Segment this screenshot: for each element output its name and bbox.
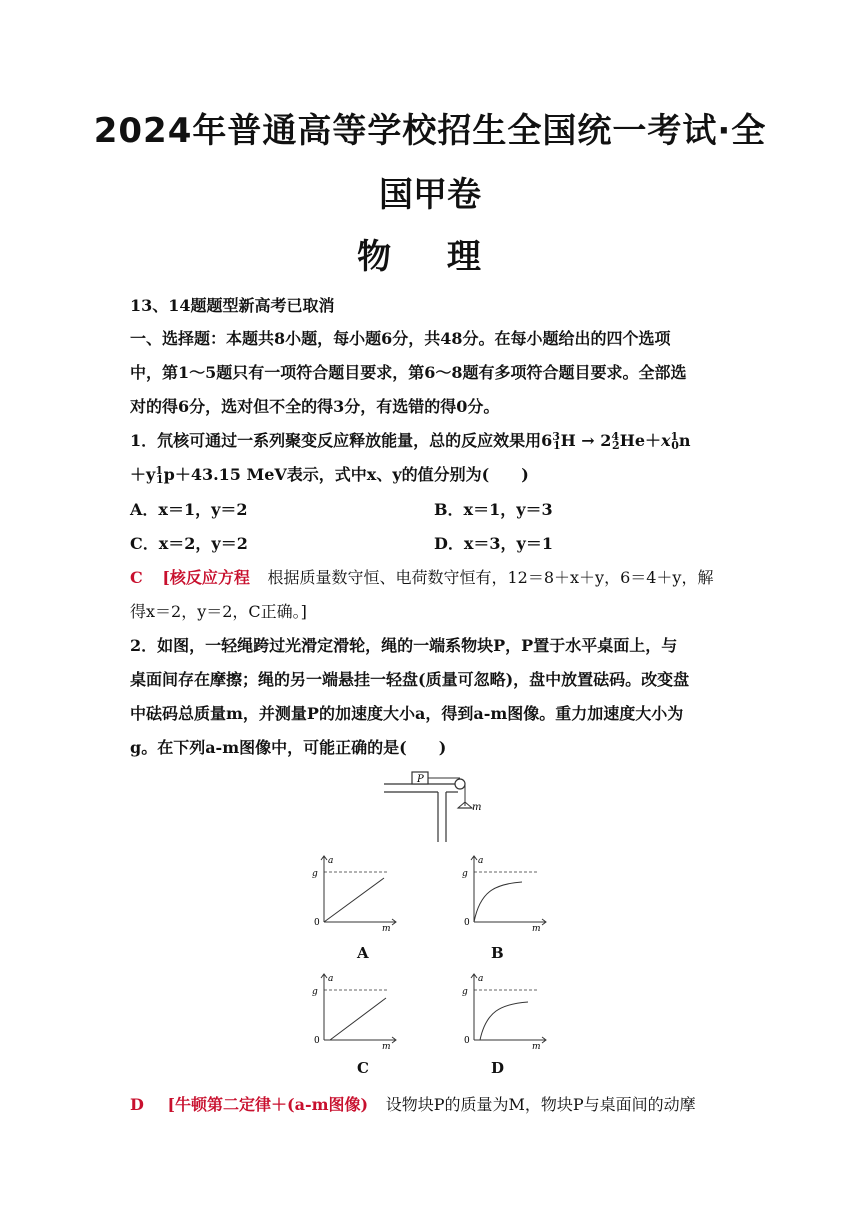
page-title-line1: 2024年普通高等学校招生全国统一考试·全 — [93, 111, 767, 151]
graph-d — [458, 970, 548, 1050]
graph-d-g-label: g — [462, 987, 468, 997]
q1-option-d: D．x＝3，y＝1 — [434, 534, 553, 553]
graph-c-origin: 0 — [314, 1036, 320, 1046]
q1-analysis-line1 — [130, 565, 713, 588]
graph-a-label: A — [357, 944, 369, 962]
graph-d-y-label: a — [478, 974, 484, 984]
graph-d-origin: 0 — [464, 1036, 470, 1046]
pulley-apparatus-figure — [380, 764, 490, 844]
q1-stem-line1 — [130, 428, 691, 452]
graph-a — [308, 852, 398, 932]
section-line-1: 一、选择题：本题共8小题，每小题6分，共48分。在每小题给出的四个选项 — [130, 329, 671, 348]
graph-a-x-label: m — [382, 924, 391, 932]
q1-analysis-tag: [核反应方程 — [162, 568, 250, 587]
graph-b-y-label: a — [478, 856, 484, 866]
q2-stem-line1: 2．如图，一轻绳跨过光滑定滑轮，绳的一端系物块P，P置于水平桌面上，与 — [130, 636, 678, 655]
graph-c — [308, 970, 398, 1050]
q2-stem-line2: 桌面间存在摩擦；绳的另一端悬挂一轻盘(质量可忽略)，盘中放置砝码。改变盘 — [130, 670, 690, 689]
notice-text: 13、14题题型新高考已取消 — [130, 296, 335, 315]
graph-d-x-label: m — [532, 1042, 541, 1050]
section-line-2: 中，第1～5题只有一项符合题目要求，第6～8题有多项符合题目要求。全部选 — [130, 363, 687, 382]
subject-title: 物 理 — [357, 237, 503, 277]
graph-c-y-label: a — [328, 974, 334, 984]
q1-stem-suffix: ＋43.15 MeV表示，式中x、y的值分别为( ) — [174, 465, 529, 484]
graph-b-g-label: g — [462, 869, 468, 879]
q2-stem-line4: g。在下列a-m图像中，可能正确的是( ) — [130, 738, 447, 757]
page-title-line2: 国甲卷 — [379, 175, 481, 215]
graph-a-origin: 0 — [314, 918, 320, 928]
graph-b-x-label: m — [532, 924, 541, 932]
graph-d-label: D — [491, 1059, 505, 1077]
pulley-icon — [455, 779, 465, 789]
graph-c-label: C — [357, 1059, 369, 1077]
q1-option-b: B．x＝1，y＝3 — [434, 500, 553, 519]
q1-answer-letter: C — [130, 568, 143, 587]
q2-stem-line3: 中砝码总质量m，并测量P的加速度大小a，得到a-m图像。重力加速度大小为 — [130, 704, 684, 723]
graph-c-g-label: g — [312, 987, 318, 997]
graph-b — [458, 852, 548, 932]
q2-answer-letter: D — [130, 1095, 144, 1114]
q2-analysis-text1: 设物块P的质量为M，物块P与桌面间的动摩 — [385, 1095, 696, 1114]
q1-analysis-text1: 根据质量数守恒、电荷数守恒有，12＝8＋x＋y，6＝4＋y，解 — [267, 568, 714, 587]
graph-a-g-label: g — [312, 869, 318, 879]
graph-a-y-label: a — [328, 856, 334, 866]
q1-option-a: A．x＝1，y＝2 — [130, 500, 248, 519]
q2-analysis-line1 — [130, 1092, 696, 1115]
q1-analysis-line2: 得x＝2，y＝2，C正确。] — [130, 602, 307, 621]
q1-stem-prefix: 1．氘核可通过一系列聚变反应释放能量，总的反应效果用 — [130, 431, 542, 450]
q2-analysis-tag: [牛顿第二定律＋(a-m图像) — [167, 1095, 369, 1114]
graph-c-x-label: m — [382, 1042, 391, 1050]
section-line-3: 对的得6分，选对但不全的得3分，有选错的得0分。 — [130, 397, 500, 416]
mass-label: m — [472, 802, 482, 813]
q1-equation: $6^3_1H \to 2^4_2He+x^1_0n$ — [541, 430, 691, 452]
q1-stem-line2 — [130, 462, 529, 486]
q1-equation-cont: $+y^1_1p$ — [130, 464, 175, 486]
graph-b-origin: 0 — [464, 918, 470, 928]
q1-option-c: C．x＝2，y＝2 — [130, 534, 248, 553]
graph-b-label: B — [491, 944, 504, 962]
block-label: P — [417, 774, 424, 785]
